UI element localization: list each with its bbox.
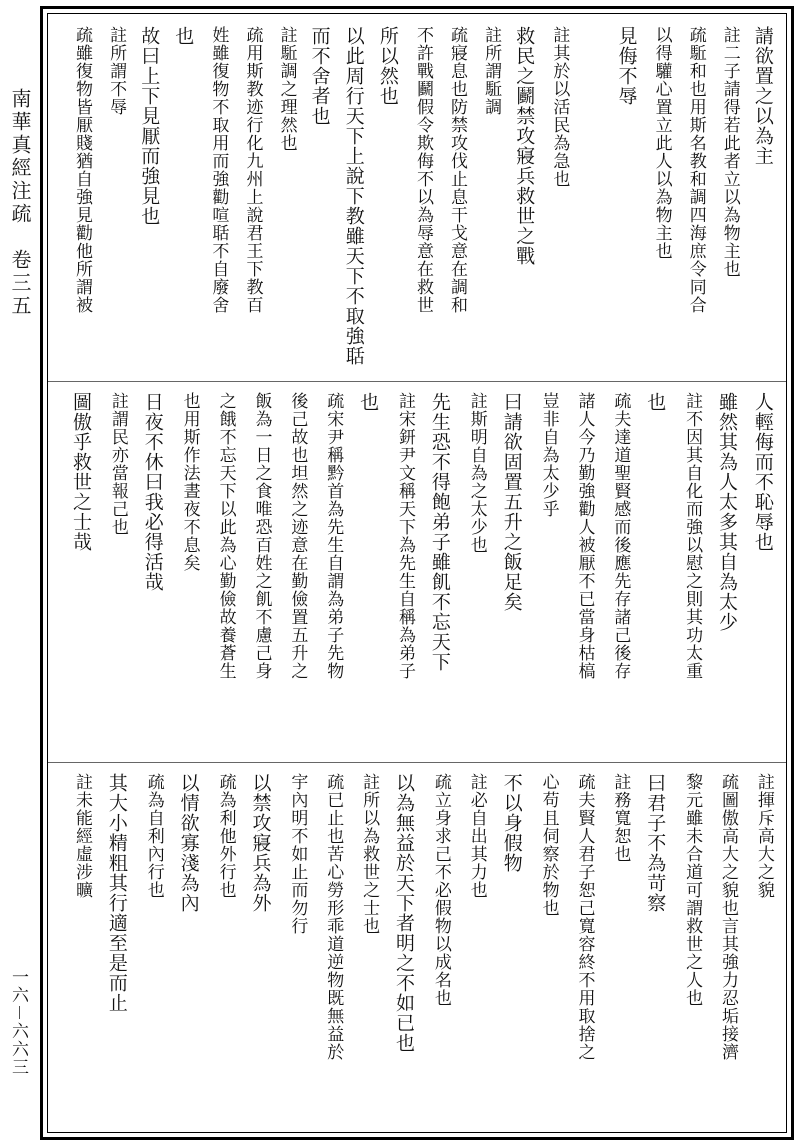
text-column: 疏為利他外行也 bbox=[215, 773, 236, 899]
text-column: 疏宋尹稱黔首為先生自謂為弟子先物 bbox=[323, 392, 344, 680]
text-column: 宇內明不如止而勿行 bbox=[287, 773, 308, 935]
text-column: 不以身假物 bbox=[500, 773, 523, 873]
text-column: 疏寢息也防禁攻伐止息干戈意在調和 bbox=[447, 26, 468, 314]
text-column: 註謂民亦當報己也 bbox=[107, 392, 128, 536]
text-column: 也 bbox=[357, 392, 380, 412]
text-column: 註其於以活民為急也 bbox=[549, 26, 570, 188]
text-column: 所以然也 bbox=[376, 26, 399, 106]
text-column: 也 bbox=[172, 26, 195, 46]
text-column: 以禁攻寢兵為外 bbox=[249, 773, 272, 913]
text-column: 人輕侮而不恥辱也 bbox=[751, 392, 774, 552]
text-column: 註二子請得若此者立以為物主也 bbox=[719, 26, 740, 278]
text-column: 疏駈和也用斯名教和調四海庶令同合 bbox=[685, 26, 706, 314]
text-column: 而不舍者也 bbox=[308, 26, 331, 126]
text-column: 疏夫賢人君子恕己寬容終不用取捨之 bbox=[574, 773, 595, 1061]
text-panel-middle bbox=[52, 392, 782, 757]
text-column: 也用斯作法晝夜不息矣 bbox=[179, 392, 200, 572]
text-panel-top bbox=[52, 26, 782, 376]
text-column: 救民之鬬禁攻寢兵救世之戰 bbox=[513, 26, 536, 266]
text-column: 豈非自為太少乎 bbox=[538, 392, 559, 518]
text-column: 黎元雖未合道可謂救世之人也 bbox=[682, 773, 703, 1007]
panel-divider-1 bbox=[48, 381, 786, 382]
text-column: 註斯明自為之太少也 bbox=[466, 392, 487, 554]
text-column: 見侮不辱 bbox=[615, 26, 638, 106]
text-column: 飯為一日之食唯恐百姓之飢不慮己身 bbox=[251, 392, 272, 680]
text-column: 心苟且伺察於物也 bbox=[538, 773, 559, 917]
text-column: 疏圖傲高大之貌也言其強力忍垢接濟 bbox=[718, 773, 739, 1061]
text-column: 姓雖復物不取用而強勸喧聒不自廢舍 bbox=[208, 26, 229, 314]
text-column: 註必自出其力也 bbox=[466, 773, 487, 899]
page-number-margin: 一六－六六三 bbox=[8, 968, 28, 1076]
book-title-margin: 南華真經注疏 卷三五 bbox=[8, 88, 32, 318]
text-column: 故曰上下見厭而強見也 bbox=[138, 26, 161, 226]
text-column: 諸人今乃勤強勸人被厭不已當身枯槁 bbox=[574, 392, 595, 680]
text-column: 以此周行天下上說下教雖天下不取強聒 bbox=[342, 26, 365, 366]
text-column: 日夜不休曰我必得活哉 bbox=[141, 392, 164, 592]
text-column: 後己故也坦然之迹意在勤儉置五升之 bbox=[287, 392, 308, 680]
text-column: 以得驩心置立此人以為物主也 bbox=[651, 26, 672, 260]
text-column: 疏立身求己不必假物以成名也 bbox=[430, 773, 451, 1007]
text-column: 疏夫達道聖賢感而後應先存諸己後存 bbox=[610, 392, 631, 680]
panel-divider-2 bbox=[48, 762, 786, 763]
text-column: 請欲置之以為主 bbox=[751, 26, 774, 166]
text-column: 先生恐不得飽弟子雖飢不忘天下 bbox=[428, 392, 451, 672]
text-column: 雖然其為人太多其自為太少 bbox=[716, 392, 739, 632]
text-column: 註揮斥高大之貌 bbox=[753, 773, 774, 899]
text-column: 不許戰鬬假令欺侮不以為辱意在救世 bbox=[412, 26, 433, 314]
text-column: 註駈調之理然也 bbox=[276, 26, 297, 152]
text-column: 之餓不忘天下以此為心勤儉故養蒼生 bbox=[215, 392, 236, 680]
text-column: 疏雖復物皆厭賤猶自強見勸他所謂被 bbox=[72, 26, 92, 314]
text-column: 以情欲寡淺為內 bbox=[177, 773, 200, 913]
text-column: 其大小精粗其行適至是而止 bbox=[105, 773, 128, 1013]
text-column: 曰請欲固置五升之飯足矣 bbox=[500, 392, 523, 612]
text-panel-bottom bbox=[52, 773, 782, 1128]
text-column: 註未能經虛涉曠 bbox=[72, 773, 92, 899]
text-column: 以為無益於天下者明之不如已也 bbox=[393, 773, 416, 1053]
text-column: 註所以為救世之士也 bbox=[359, 773, 380, 935]
text-column: 曰君子不為苛察 bbox=[644, 773, 667, 913]
text-column: 疏用斯教迹行化九州上說君王下教百 bbox=[242, 26, 263, 314]
text-column: 註宋鈃尹文稱天下為先生自稱為弟子 bbox=[395, 392, 416, 680]
text-column: 註所謂不辱 bbox=[106, 26, 127, 116]
text-column: 註務寬恕也 bbox=[610, 773, 631, 863]
text-column: 圖傲乎救世之士哉 bbox=[70, 392, 92, 552]
text-column: 也 bbox=[644, 392, 667, 412]
text-column: 註所謂駈調 bbox=[481, 26, 502, 116]
text-column: 疏已止也苦心勞形乖道逆物既無益於 bbox=[323, 773, 344, 1061]
text-column: 疏為自利內行也 bbox=[143, 773, 164, 899]
text-column: 註不因其自化而強以慰之則其功太重 bbox=[682, 392, 703, 680]
